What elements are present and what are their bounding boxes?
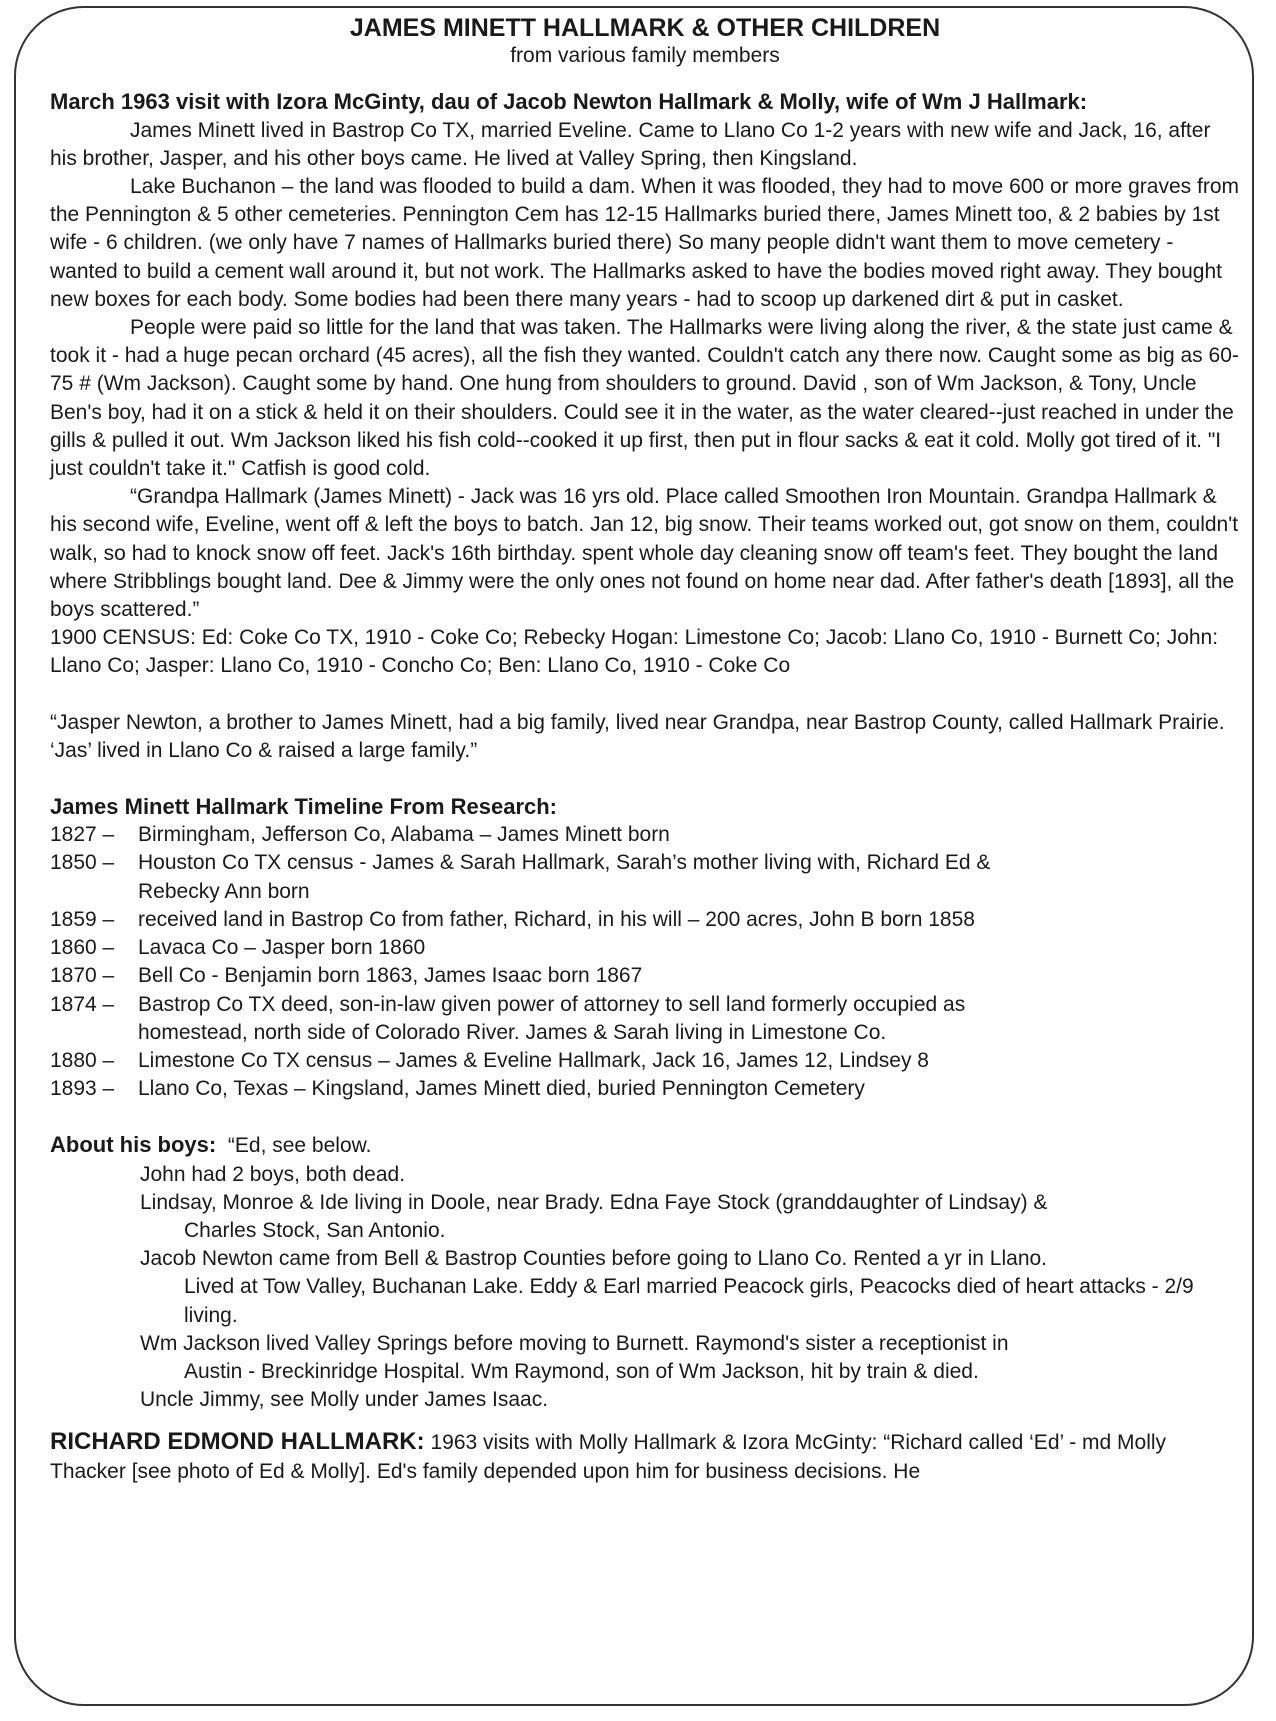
timeline-text: Llano Co, Texas – Kingsland, James Minett died, buried Pennington Cemetery	[138, 1077, 865, 1101]
timeline-item	[50, 934, 1240, 962]
timeline-year: 1827 –	[50, 823, 115, 847]
timeline-item	[50, 821, 1240, 849]
richard-section	[50, 1428, 1240, 1485]
richard-name: RICHARD EDMOND HALLMARK:	[50, 1428, 425, 1456]
boy-text: Wm Jackson lived Valley Springs before moving to Burnett. Raymond's sister a receptionist in	[140, 1331, 1009, 1355]
timeline-text: Bastrop Co TX deed, son-in-law given power of attorney to sell land formerly occupied as	[138, 992, 966, 1016]
timeline-year: 1850 –	[50, 851, 115, 875]
timeline-text: Bell Co - Benjamin born 1863, James Isaac born 1867	[138, 964, 643, 988]
boy-item	[140, 1245, 1240, 1330]
timeline-text: Birmingham, Jefferson Co, Alabama – James Minett born	[138, 823, 670, 847]
boy-text-cont: Lived at Tow Valley, Buchanan Lake. Eddy & Earl married Peacock girls, Peacocks died of heart attacks - 2/9 living.	[184, 1275, 1194, 1327]
visit-heading: March 1963 visit with Izora McGinty, dau of Jacob Newton Hallmark & Molly, wife of Wm J Hallmark:	[50, 89, 1088, 115]
visit-paragraph: People were paid so little for the land that was taken. The Hallmarks were living along the river, & the state just came & took it - had a huge pecan orchard (45 acres), all the fish they wanted. Couldn't catch any there now. Caught some as big as 60-75 # (Wm Jackson). Caught some by hand. One hung from shoulders to ground. David , son of Wm Jackson, & Tony, Uncle Ben's boy, had it on a stick & held it on their shoulders. Could see it in the water, as the water cleared--just reached in under the gills & pulled it out. Wm Jackson liked his fish cold--cooked it up first, then put in flour sacks & eat it cold. Molly got tired of it. "I just couldn't take it." Catfish is good cold.	[50, 316, 1239, 481]
boys-heading: About his boys:	[50, 1132, 217, 1158]
boy-text: John had 2 boys, both dead.	[140, 1162, 406, 1186]
timeline-year: 1859 –	[50, 907, 115, 931]
timeline-item	[50, 849, 1240, 905]
timeline-item	[50, 991, 1240, 1047]
visit-paragraph: James Minett lived in Bastrop Co TX, married Eveline. Came to Llano Co 1-2 years with new wife and Jack, 16, after his brother, Jasper, and his other boys came. He lived at Valley Spring, then Kingsland.	[50, 118, 1211, 170]
timeline-text: Lavaca Co – Jasper born 1860	[138, 936, 426, 960]
timeline-item	[50, 1075, 1240, 1103]
timeline-year: 1880 –	[50, 1048, 115, 1072]
timeline-text-cont: homestead, north side of Colorado River. James & Sarah living in Limestone Co.	[138, 1020, 887, 1044]
timeline-list	[50, 821, 1240, 1103]
boy-item	[140, 1330, 1240, 1386]
visit-paragraph: Lake Buchanon – the land was flooded to build a dam. When it was flooded, they had to move 600 or more graves from the Pennington & 5 other cemeteries. Pennington Cem has 12-15 Hallmarks buried there, James Minett too, & 2 babies by 1st wife - 6 children. (we only have 7 names of Hallmarks buried there) So many people didn't want them to move cemetery - wanted to build a cement wall around it, but not work. The Hallmarks asked to have the bodies moved right away. They bought new boxes for each body. Some bodies had been there many years - had to scoop up darkened dirt & put in casket.	[50, 175, 1239, 311]
jasper-quote: “Jasper Newton, a brother to James Minett, had a big family, lived near Grandpa, near Bastrop County, called Hallmark Prairie. ‘Jas’ lived in Llano Co & raised a large family.”	[50, 710, 1225, 762]
timeline-heading: James Minett Hallmark Timeline From Research:	[50, 794, 558, 820]
timeline-item	[50, 962, 1240, 990]
page-subtitle: from various family members	[510, 44, 780, 68]
visit-paragraph: “Grandpa Hallmark (James Minett) - Jack was 16 yrs old. Place called Smoothen Iron Mountain. Grandpa Hallmark & his second wife, Eveline, went off & left the boys to batch. Jan 12, big snow. Their teams worked out, got snow on them, couldn't walk, so had to knock snow off feet. Jack's 16th birthday. spent whole day cleaning snow off team's feet. They bought the land where Stribblings bought land. Dee & Jimmy were the only ones not found on home near dad. After father's death [1893], all the boys scattered.”	[50, 485, 1239, 622]
timeline-text: received land in Bastrop Co from father, Richard, in his will – 200 acres, John B born 1858	[138, 907, 975, 931]
richard-text: 1963 visits with Molly Hallmark & Izora McGinty: “Richard called ‘Ed’ - md Molly Thacker [see photo of Ed & Molly]. Ed's family depended upon him for business decisions. He	[50, 1431, 1167, 1483]
timeline-text-cont: Rebecky Ann born	[138, 879, 310, 903]
boy-text-cont: Austin - Breckinridge Hospital. Wm Raymond, son of Wm Jackson, hit by train & died.	[184, 1359, 979, 1383]
boy-text-cont: Charles Stock, San Antonio.	[184, 1218, 446, 1242]
boy-item	[140, 1189, 1240, 1245]
boy-text: Uncle Jimmy, see Molly under James Isaac.	[140, 1388, 549, 1412]
boy-item	[140, 1386, 1240, 1414]
timeline-text: Houston Co TX census - James & Sarah Hallmark, Sarah’s mother living with, Richard Ed &	[138, 851, 991, 875]
census-line: 1900 CENSUS: Ed: Coke Co TX, 1910 - Coke Co; Rebecky Hogan: Limestone Co; Jacob: Llano Co, 1910 - Burnett Co; John: Llano Co; Jasper: Llano Co, 1910 - Concho Co; Ben: Llano Co, 1910 - Coke Co	[50, 626, 1219, 678]
page-title: JAMES MINETT HALLMARK & OTHER CHILDREN	[349, 14, 941, 42]
timeline-year: 1870 –	[50, 964, 115, 988]
boys-intro	[50, 1131, 1240, 1160]
boys-list	[50, 1161, 1240, 1415]
boy-item	[140, 1161, 1240, 1189]
timeline-year: 1874 –	[50, 992, 115, 1016]
boy-text: Lindsay, Monroe & Ide living in Doole, near Brady. Edna Faye Stock (granddaughter of Lindsay) &	[140, 1190, 1048, 1214]
timeline-item	[50, 906, 1240, 934]
document-body	[50, 12, 1240, 1486]
timeline-year: 1893 –	[50, 1077, 115, 1101]
timeline-text: Limestone Co TX census – James & Eveline Hallmark, Jack 16, James 12, Lindsey 8	[138, 1048, 929, 1072]
boys-first: “Ed, see below.	[227, 1134, 372, 1158]
boy-text: Jacob Newton came from Bell & Bastrop Counties before going to Llano Co. Rented a yr in Llano.	[140, 1247, 1048, 1271]
timeline-year: 1860 –	[50, 936, 115, 960]
timeline-item	[50, 1047, 1240, 1075]
